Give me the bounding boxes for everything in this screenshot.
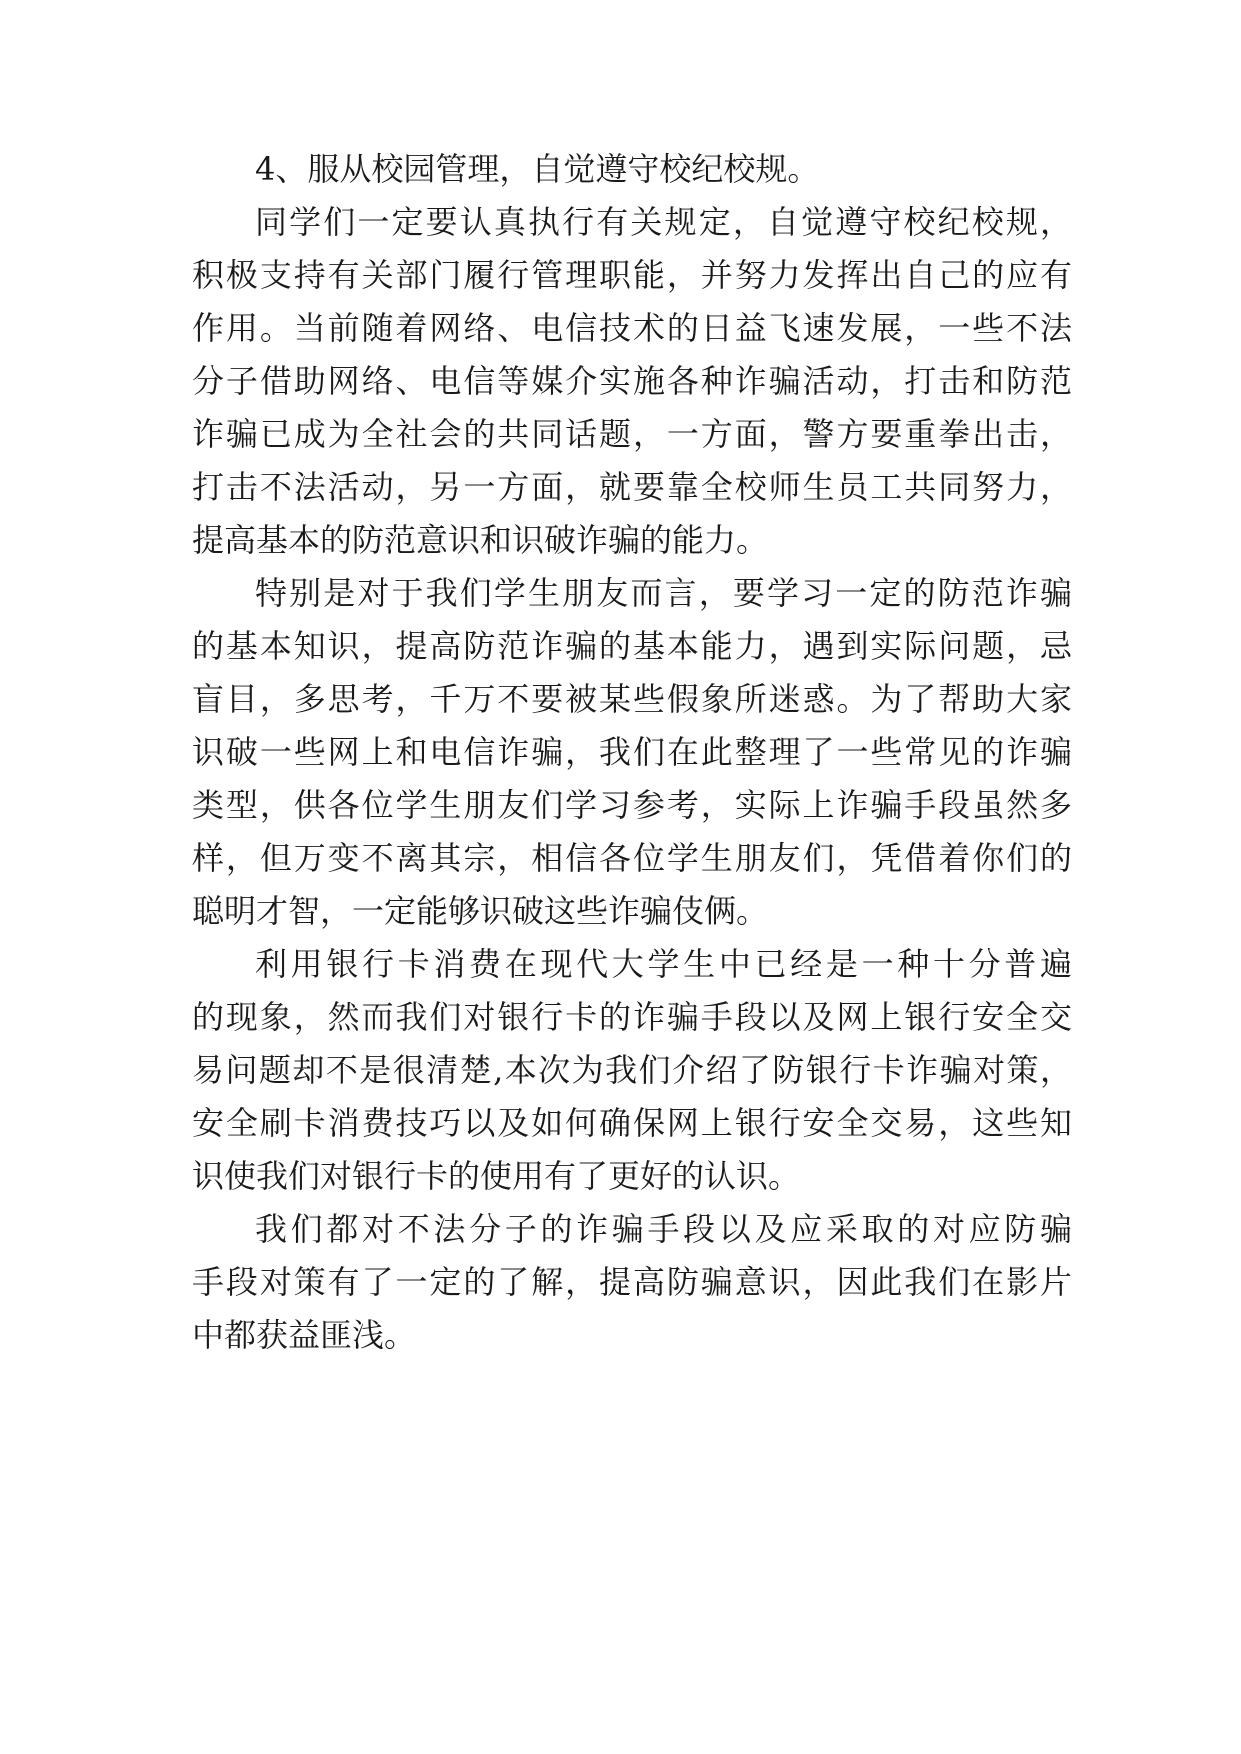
text-line: 易问题却不是很清楚,本次为我们介绍了防银行卡诈骗对策， [192,1051,1072,1089]
text-line: 的现象，然而我们对银行卡的诈骗手段以及网上银行安全交 [192,998,1072,1036]
text-line: 识破一些网上和电信诈骗，我们在此整理了一些常见的诈骗 [192,733,1072,771]
text-line: 提高基本的防范意识和识破诈骗的能力。 [192,521,769,559]
text-line: 同学们一定要认真执行有关规定，自觉遵守校纪校规， [255,203,1072,241]
text-line: 积极支持有关部门履行管理职能，并努力发挥出自己的应有 [192,256,1072,294]
text-line: 手段对策有了一定的了解，提高防骗意识，因此我们在影片 [192,1263,1072,1301]
text-line: 打击不法活动，另一方面，就要靠全校师生员工共同努力， [192,468,1072,506]
text-line: 利用银行卡消费在现代大学生中已经是一种十分普遍 [255,945,1072,983]
text-line: 分子借助网络、电信等媒介实施各种诈骗活动，打击和防范 [192,362,1072,400]
text-line: 特别是对于我们学生朋友而言，要学习一定的防范诈骗 [255,574,1072,612]
text-line: 安全刷卡消费技巧以及如何确保网上银行安全交易，这些知 [192,1104,1072,1142]
text-line: 的基本知识，提高防范诈骗的基本能力，遇到实际问题，忌 [192,627,1072,665]
text-line: 盲目，多思考，千万不要被某些假象所迷惑。为了帮助大家 [192,680,1072,718]
text-line: 类型，供各位学生朋友们学习参考，实际上诈骗手段虽然多 [192,786,1072,824]
text-line: 作用。当前随着网络、电信技术的日益飞速发展，一些不法 [192,309,1072,347]
text-line: 中都获益匪浅。 [192,1316,417,1354]
text-line: 聪明才智，一定能够识破这些诈骗伎俩。 [192,892,769,930]
text-line: 识使我们对银行卡的使用有了更好的认识。 [192,1157,801,1195]
text-line: 4、服从校园管理，自觉遵守校纪校规。 [255,150,820,188]
text-line: 样，但万变不离其宗，相信各位学生朋友们，凭借着你们的 [192,839,1072,877]
text-line: 诈骗已成为全社会的共同话题，一方面，警方要重拳出击， [192,415,1072,453]
text-line: 我们都对不法分子的诈骗手段以及应采取的对应防骗 [255,1210,1072,1248]
